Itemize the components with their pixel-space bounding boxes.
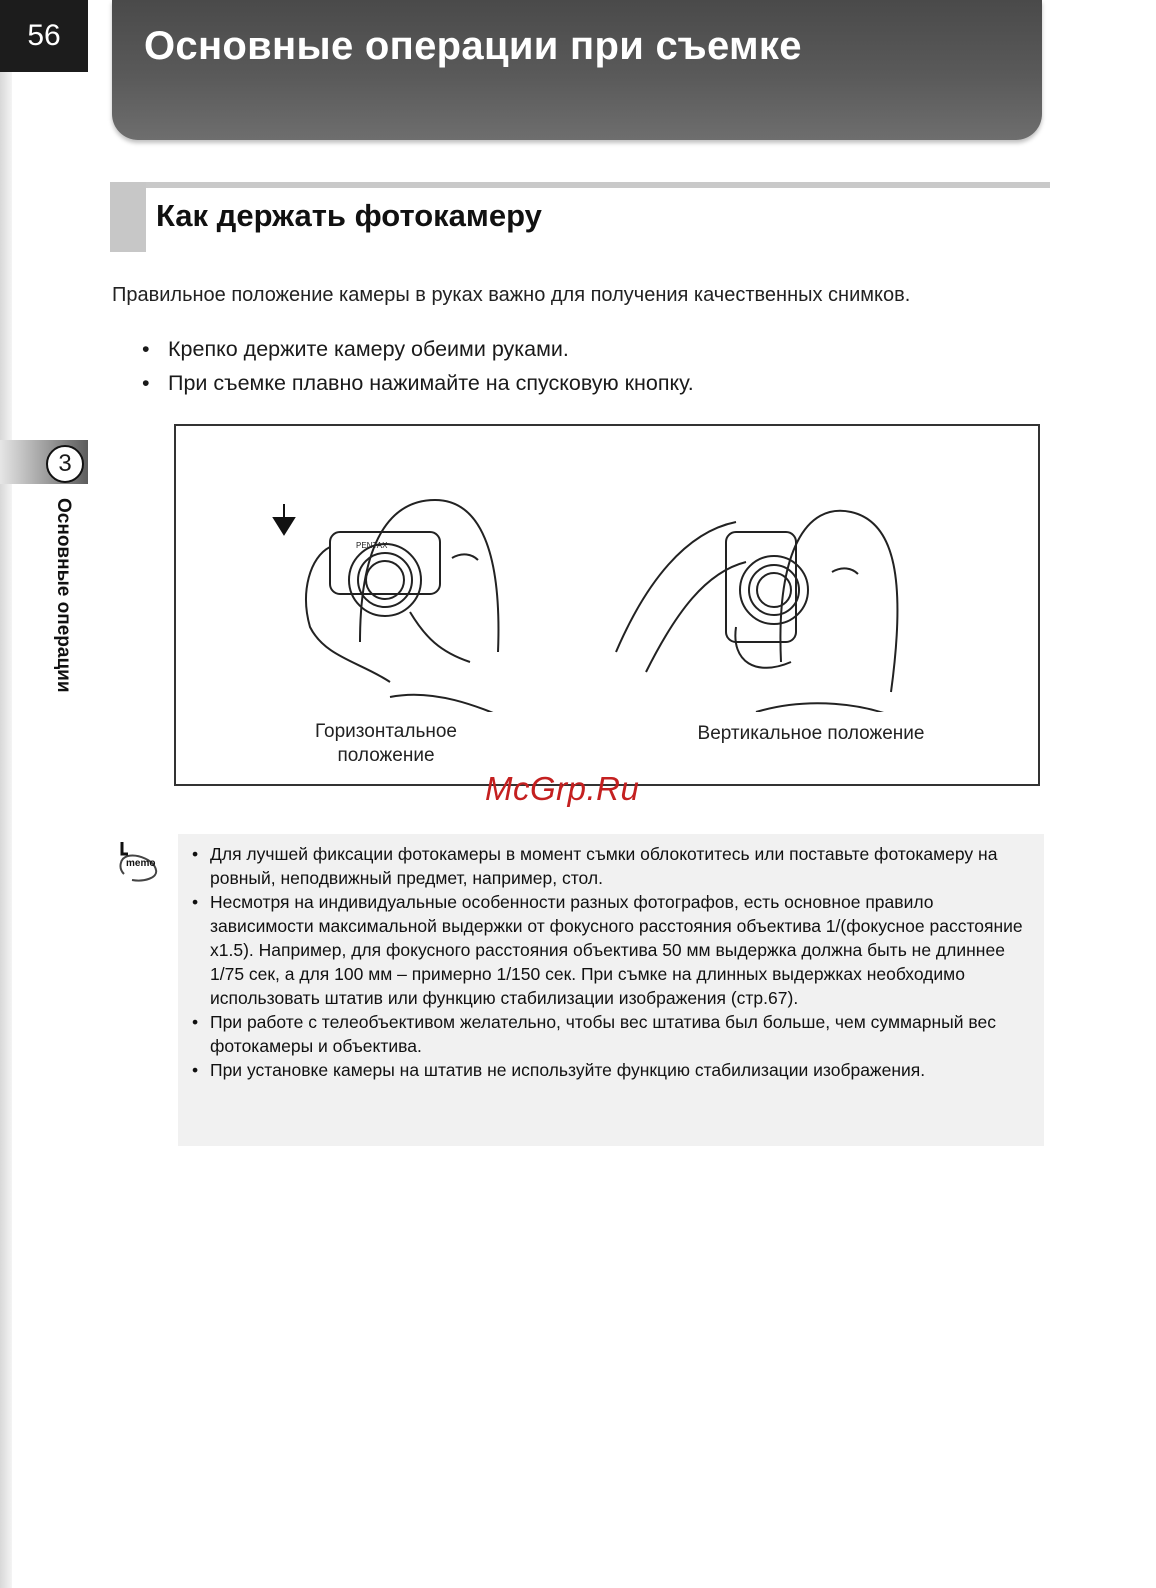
- section-marker: [110, 182, 146, 252]
- lens-outer: [349, 544, 421, 616]
- bottom-hand: [735, 627, 791, 668]
- list-item: • Несмотря на индивидуальные особенности разных фотографов, есть основное правило зависимости максимальной выдержки от фокусного расстояния объектива 1/(фокусное расстояние x1.5). Например, для фокусного расстояния объектива 50 мм выдержка должна быть не длиннее 1/75 сек, а для 100 мм – примерно 1/150 сек. При съмке на длинных выдержках необходимо использовать штатив или функцию стабилизации изображения (стр.67).: [192, 890, 1032, 1010]
- section-heading: Как держать фотокамеру: [156, 198, 542, 233]
- section-rule: [110, 182, 1050, 188]
- illustration-frame: [174, 424, 1040, 786]
- watermark-text: McGrp.Ru: [485, 770, 640, 807]
- eye: [832, 568, 858, 574]
- chapter-title: Основные операции при съемке: [144, 24, 802, 68]
- chapter-number-badge: 3: [46, 445, 84, 483]
- arrow-down-icon: [274, 504, 294, 534]
- page-number: 56: [0, 0, 88, 72]
- eye: [452, 554, 478, 560]
- page-gutter: [0, 0, 12, 1588]
- memo-list: [192, 842, 1032, 1082]
- vertical-caption: Вертикальное положение: [697, 723, 925, 744]
- horizontal-grip-illustration: [240, 462, 520, 712]
- list-item: • Для лучшей фиксации фотокамеры в момент съмки облокотитесь или поставьте фотокамеру на ровный, неподвижный предмет, например, стол.: [192, 842, 1032, 890]
- list-item: • При съемке плавно нажимайте на спусковую кнопку.: [142, 366, 1042, 400]
- horizontal-caption: Горизонтальное положение: [315, 721, 457, 766]
- memo-icon-label: memo: [126, 858, 156, 869]
- vertical-grip-illustration: [606, 462, 906, 712]
- camera-body: [726, 532, 796, 642]
- raised-arm-inner: [646, 562, 746, 672]
- list-item: • При работе с телеобъективом желательно, чтобы вес штатива был больше, чем суммарный вес фотокамеры и объектива.: [192, 1010, 1032, 1058]
- lens-inner: [757, 573, 791, 607]
- chapter-side-label: Основные операции: [53, 498, 74, 693]
- instruction-list: [142, 332, 1042, 400]
- right-hand: [410, 612, 470, 662]
- list-item: • При установке камеры на штатив не используйте функцию стабилизации изображения.: [192, 1058, 1032, 1082]
- hair-outline: [780, 511, 897, 692]
- camera-brand: PENTAX: [356, 541, 388, 550]
- shoulder-line: [390, 695, 520, 712]
- intro-paragraph: Правильное положение камеры в руках важно для получения качественных снимков.: [112, 284, 911, 306]
- shoulder-line: [756, 703, 906, 712]
- memo-icon: [114, 838, 160, 882]
- chapter-banner: [112, 0, 1042, 140]
- raised-arm: [616, 522, 736, 652]
- list-item: • Крепко держите камеру обеими руками.: [142, 332, 1042, 366]
- hair-outline: [360, 500, 498, 652]
- lens-outer: [740, 556, 808, 624]
